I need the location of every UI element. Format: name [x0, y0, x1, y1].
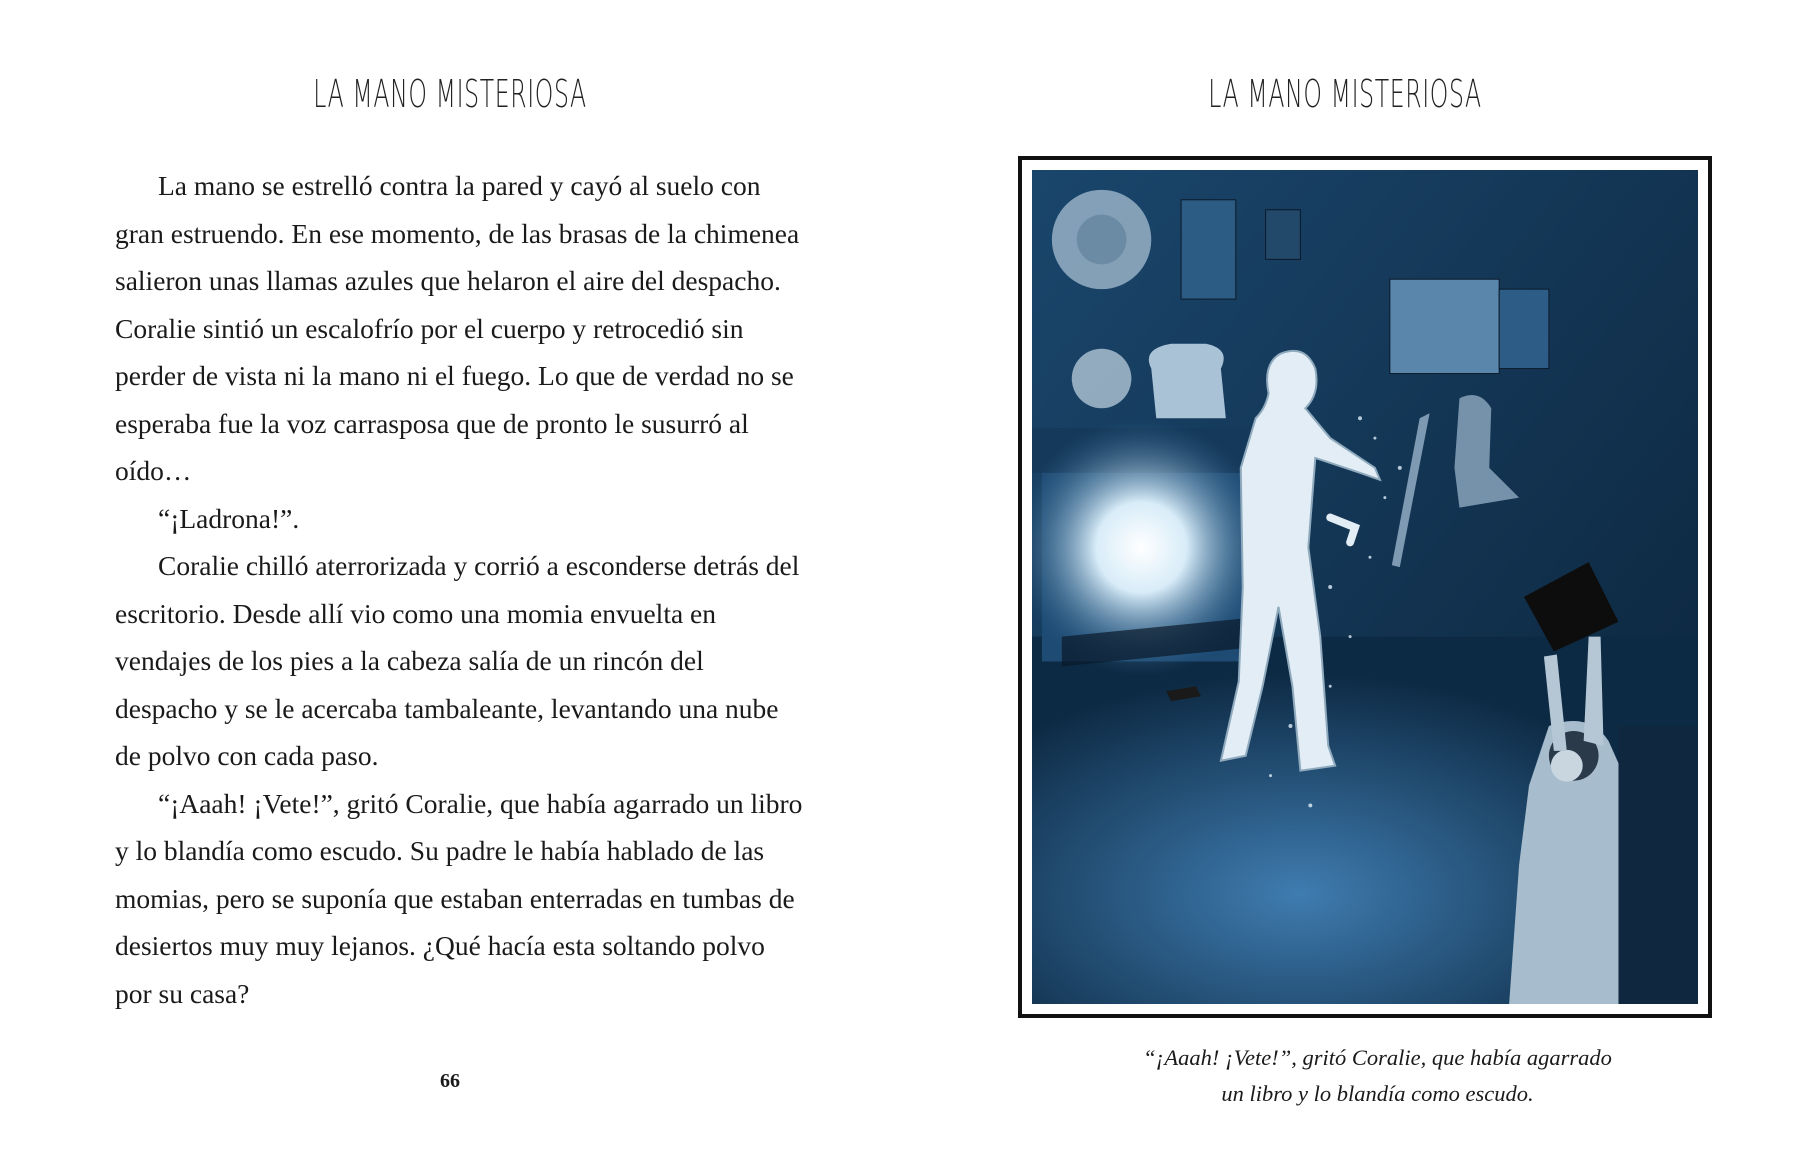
paragraph: Coralie chilló aterrorizada y corrió a esconderse detrás del escritorio. Desde allí vio como una momia envuelta en vendajes de los pies a la cabeza salía de un rincón del despacho y se le acercaba tambaleante, levantando una nube de polvo con cada paso. [115, 550, 800, 771]
running-title: LA MANO MISTERIOSA [313, 72, 587, 116]
paragraph: “¡Ladrona!”. [158, 502, 300, 534]
running-title: LA MANO MISTERIOSA [1208, 72, 1482, 116]
paragraph: “¡Aaah! ¡Vete!”, gritó Coralie, que había agarrado un libro y lo blandía como escudo. Su padre le había hablado de las momias, pero se suponía que estaban enterradas en tumbas de desiertos muy muy lejanos. ¿Qué hacía esta soltando polvo por su casa? [115, 787, 803, 1009]
body-text [115, 162, 805, 1017]
illustration-caption [900, 1040, 1800, 1112]
page-number: 66 [440, 1070, 460, 1092]
right-page [900, 0, 1800, 1149]
illustration-art [1032, 170, 1698, 1004]
caption-line: un libro y lo blandía como escudo. [1221, 1081, 1534, 1106]
caption-line: “¡Aaah! ¡Vete!”, gritó Coralie, que había agarrado [1143, 1045, 1612, 1070]
mummy-illustration [1032, 170, 1698, 1004]
paragraph: La mano se estrelló contra la pared y cayó al suelo con gran estruendo. En ese momento, de las brasas de la chimenea salieron unas llamas azules que helaron el aire del despacho. Coralie sintió un escalofrío por el cuerpo y retrocedió sin perder de vista ni la mano ni el fuego. Lo que de verdad no se esperaba fue la voz carrasposa que de pronto le susurró al oído… [115, 170, 800, 486]
illustration-frame [1018, 156, 1712, 1018]
